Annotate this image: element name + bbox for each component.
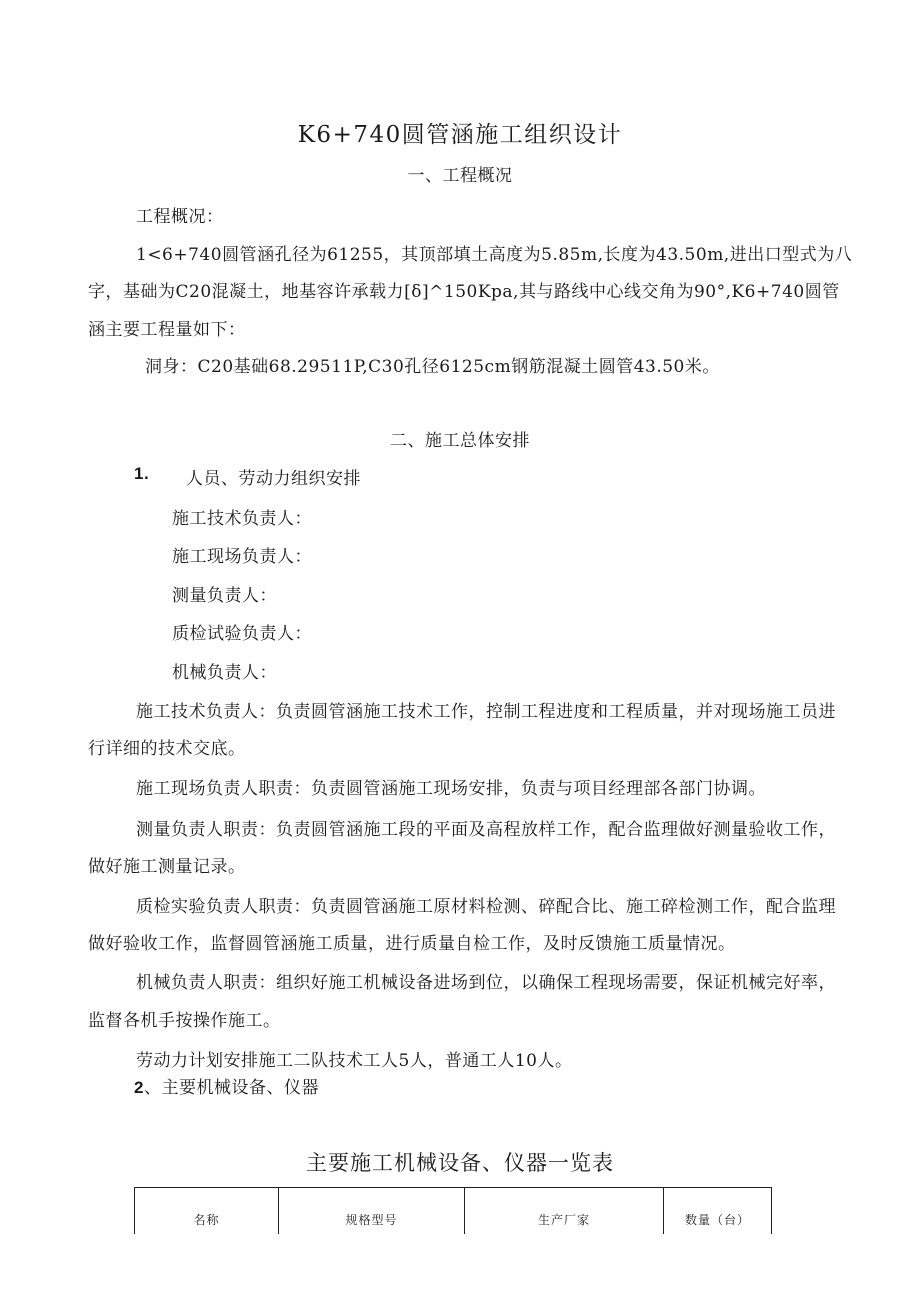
duty-line: 行详细的技术交底。 [88, 739, 246, 759]
column-header-model: 规格型号 [279, 1188, 465, 1235]
overview-para-line: 1<6+740圆管涵孔径为61255，其顶部填土高度为5.85m,长度为43.50m,进出口型式为八 [136, 245, 853, 265]
subsection2-label: 、主要机械设备、仪器 [143, 1078, 319, 1098]
subsection1-heading: 人员、劳动力组织安排 [186, 469, 361, 489]
equipment-table [134, 1187, 772, 1234]
duty-line: 做好验收工作，监督圆管涵施工质量，进行质量自检工作，及时反馈施工质量情况。 [88, 934, 736, 954]
role-item: 施工技术负责人： [172, 509, 312, 529]
role-item: 测量负责人： [172, 586, 277, 606]
subsection1-number: 1. [134, 464, 150, 483]
duty-line: 施工现场负责人职责：负责圆管涵施工现场安排，负责与项目经理部各部门协调。 [136, 779, 766, 799]
equipment-table-title: 主要施工机械设备、仪器一览表 [306, 1151, 614, 1175]
duty-line: 监督各机手按操作施工。 [88, 1011, 281, 1031]
document-title: K6+740圆管涵施工组织设计 [297, 122, 623, 148]
overview-para-line: 字，基础为C20混凝土，地基容许承载力[δ]^150Kpa,其与路线中心线交角为90°,K6+740圆管 [88, 282, 840, 302]
duty-line: 施工技术负责人：负责圆管涵施工技术工作，控制工程进度和工程质量，并对现场施工员进 [136, 702, 836, 722]
overview-label: 工程概况： [136, 207, 224, 227]
duty-line: 机械负责人职责：组织好施工机械设备进场到位，以确保工程现场需要，保证机械完好率， [136, 973, 836, 993]
section2-heading: 二、施工总体安排 [390, 431, 530, 451]
role-item: 质检试验负责人： [172, 624, 312, 644]
labor-plan: 劳动力计划安排施工二队技术工人5人，普通工人10人。 [136, 1051, 573, 1071]
section1-heading: 一、工程概况 [407, 166, 513, 186]
column-header-quantity: 数量（台） [664, 1188, 772, 1235]
column-header-manufacturer: 生产厂家 [465, 1188, 664, 1235]
column-header-name: 名称 [135, 1188, 279, 1235]
subsection2-number: 2 [134, 1078, 144, 1097]
duty-line: 做好施工测量记录。 [88, 857, 246, 877]
duty-line: 质检实验负责人职责：负责圆管涵施工原材料检测、碎配合比、施工碎检测工作，配合监理 [136, 897, 836, 917]
duty-line: 测量负责人职责：负责圆管涵施工段的平面及高程放样工作，配合监理做好测量验收工作， [136, 820, 836, 840]
role-item: 施工现场负责人： [172, 547, 312, 567]
quantity-para: 洞身：C20基础68.29511P,C30孔径6125cm钢筋混凝土圆管43.50米。 [145, 357, 720, 377]
subsection2-heading [134, 1073, 319, 1098]
table-header-row [135, 1188, 772, 1235]
role-item: 机械负责人： [172, 663, 277, 683]
overview-para-line: 涵主要工程量如下： [88, 320, 246, 340]
